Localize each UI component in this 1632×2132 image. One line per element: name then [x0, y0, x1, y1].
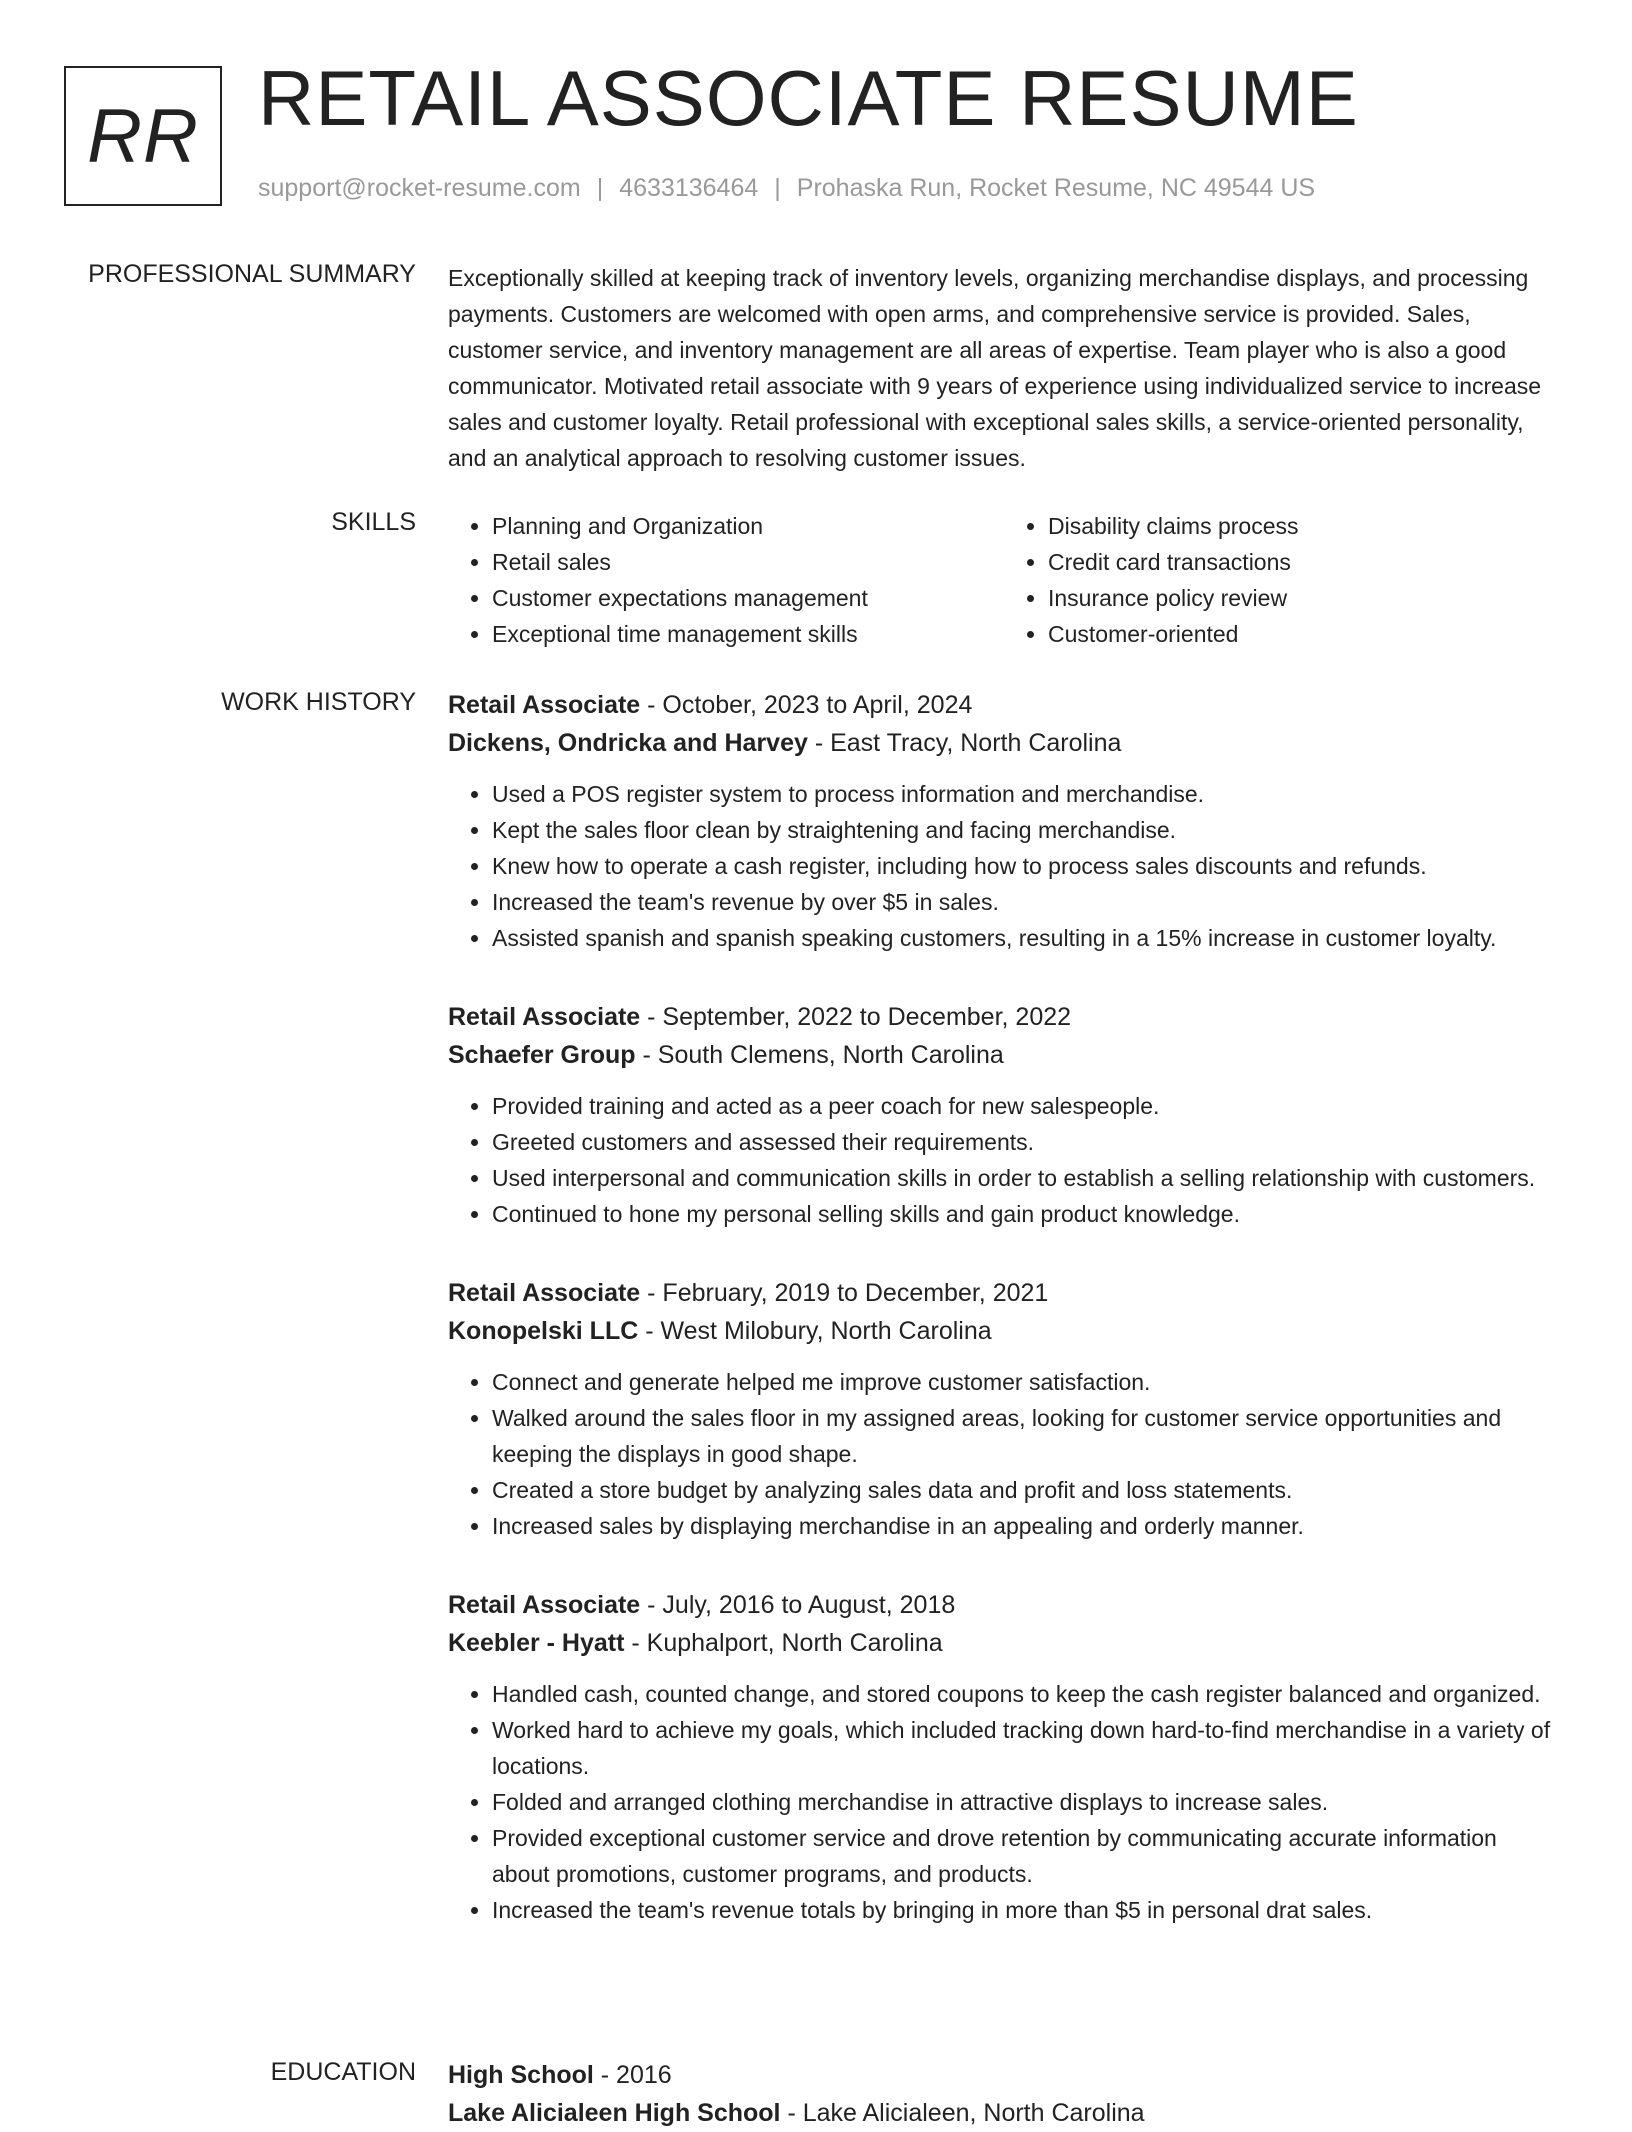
job-bullet: • Walked around the sales floor in my assigned areas, looking for customer service opportunities and keeping the displays in good shape. [492, 1400, 1560, 1472]
job-dates: - October, 2023 to April, 2024 [640, 691, 973, 719]
job-entry [448, 998, 1560, 1232]
education-degree: High School [448, 2061, 594, 2089]
job-bullets [448, 776, 1560, 956]
section-label-summary: PROFESSIONAL SUMMARY [88, 260, 416, 288]
job-bullet: • Used a POS register system to process information and merchandise. [492, 776, 1560, 812]
skill-item: • Customer expectations management [492, 580, 1004, 616]
skills-list-right [1004, 508, 1560, 652]
job-location: - East Tracy, North Carolina [807, 729, 1122, 757]
job-bullet: • Increased the team's revenue by over $5 in sales. [492, 884, 1560, 920]
job-bullet: • Folded and arranged clothing merchandise in attractive displays to increase sales. [492, 1784, 1560, 1820]
monogram-logo: RR [64, 66, 222, 206]
job-company-line [448, 724, 1560, 762]
contact-email: support@rocket-resume.com [258, 174, 581, 202]
skill-item: • Planning and Organization [492, 508, 1004, 544]
job-bullet: • Greeted customers and assessed their requirements. [492, 1124, 1560, 1160]
education-location: - Lake Alicialeen, North Carolina [780, 2099, 1145, 2127]
job-company-line [448, 1036, 1560, 1074]
section-label-skills: SKILLS [331, 508, 416, 536]
job-bullet: • Connect and generate helped me improve customer satisfaction. [492, 1364, 1560, 1400]
job-bullet: • Assisted spanish and spanish speaking customers, resulting in a 15% increase in customer loyalty. [492, 920, 1560, 956]
skill-item: • Customer-oriented [1048, 616, 1560, 652]
job-bullets [448, 1364, 1560, 1544]
skills-list-left [448, 508, 1004, 652]
job-location: - Kuphalport, North Carolina [624, 1629, 943, 1657]
job-company: Konopelski LLC [448, 1317, 639, 1345]
job-location: - South Clemens, North Carolina [635, 1041, 1004, 1069]
education-degree-line [448, 2056, 1560, 2094]
job-title: Retail Associate [448, 691, 641, 719]
contact-address: Prohaska Run, Rocket Resume, NC 49544 US [796, 174, 1316, 202]
education-school-line [448, 2094, 1560, 2132]
resume-title: RETAIL ASSOCIATE RESUME [258, 54, 1359, 142]
skill-item: • Disability claims process [1048, 508, 1560, 544]
job-entry [448, 686, 1560, 956]
section-label-education: EDUCATION [270, 2058, 416, 2086]
job-company: Keebler - Hyatt [448, 1629, 625, 1657]
job-title: Retail Associate [448, 1279, 641, 1307]
job-bullet: • Continued to hone my personal selling skills and gain product knowledge. [492, 1196, 1560, 1232]
job-entry [448, 1274, 1560, 1544]
skill-item: • Credit card transactions [1048, 544, 1560, 580]
job-bullet: • Knew how to operate a cash register, including how to process sales discounts and refunds. [492, 848, 1560, 884]
job-dates: - February, 2019 to December, 2021 [640, 1279, 1049, 1307]
skill-item: • Exceptional time management skills [492, 616, 1004, 652]
job-bullet: • Used interpersonal and communication skills in order to establish a selling relationship with customers. [492, 1160, 1560, 1196]
job-company-line [448, 1312, 1560, 1350]
skill-item: • Insurance policy review [1048, 580, 1560, 616]
contact-phone: 4633136464 [619, 174, 759, 202]
contact-separator: | [774, 174, 781, 202]
job-bullet: • Handled cash, counted change, and stored coupons to keep the cash register balanced and organized. [492, 1676, 1560, 1712]
job-location: - West Milobury, North Carolina [638, 1317, 992, 1345]
job-title: Retail Associate [448, 1591, 641, 1619]
job-bullet: • Worked hard to achieve my goals, which included tracking down hard-to-find merchandise in a variety of locations. [492, 1712, 1560, 1784]
job-dates: - September, 2022 to December, 2022 [640, 1003, 1072, 1031]
contact-separator: | [596, 174, 604, 202]
job-title-line [448, 1586, 1560, 1624]
job-bullet: • Provided training and acted as a peer coach for new salespeople. [492, 1088, 1560, 1124]
job-dates: - July, 2016 to August, 2018 [640, 1591, 956, 1619]
job-bullet: • Increased sales by displaying merchandise in an appealing and orderly manner. [492, 1508, 1560, 1544]
job-entry [448, 1586, 1560, 1928]
summary-text: Exceptionally skilled at keeping track of inventory levels, organizing merchandise displays, and processing payments. Customers are welcomed with open arms, and comprehensive service is provided. Sales, customer service, and inventory management are all areas of expertise. Team player who is also a good communicator. Motivated retail associate with 9 years of experience using individualized service to increase sales and customer loyalty. Retail professional with exceptional sales skills, a service-oriented personality, and an analytical approach to resolving customer issues. [448, 265, 1542, 471]
job-title-line [448, 998, 1560, 1036]
skill-item: • Retail sales [492, 544, 1004, 580]
job-title-line [448, 686, 1560, 724]
job-bullet: • Increased the team's revenue totals by bringing in more than $5 in personal drat sales. [492, 1892, 1560, 1928]
job-bullets [448, 1676, 1560, 1928]
contact-line [258, 174, 1315, 203]
job-bullet: • Provided exceptional customer service and drove retention by communicating accurate information about promotions, customer programs, and products. [492, 1820, 1560, 1892]
job-bullets [448, 1088, 1560, 1232]
job-bullet: • Created a store budget by analyzing sales data and profit and loss statements. [492, 1472, 1560, 1508]
section-label-work: WORK HISTORY [221, 688, 416, 716]
job-company-line [448, 1624, 1560, 1662]
education-school: Lake Alicialeen High School [448, 2099, 781, 2127]
job-company: Dickens, Ondricka and Harvey [448, 729, 808, 757]
education-year: - 2016 [593, 2061, 672, 2089]
job-title-line [448, 1274, 1560, 1312]
job-bullet: • Kept the sales floor clean by straightening and facing merchandise. [492, 812, 1560, 848]
job-title: Retail Associate [448, 1003, 641, 1031]
job-company: Schaefer Group [448, 1041, 636, 1069]
